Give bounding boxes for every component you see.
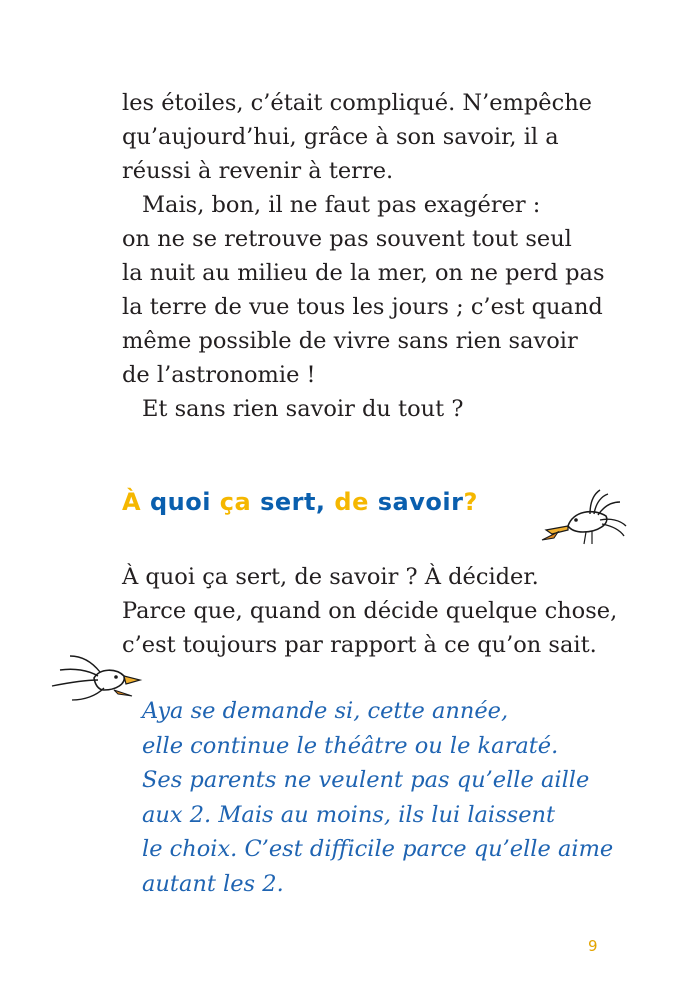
answer-paragraph xyxy=(122,560,618,662)
text-line: Parce que, quand on décide quelque chose, xyxy=(122,598,618,624)
intro-paragraphs xyxy=(122,86,605,426)
text-line: À quoi ça sert, de savoir ? À décider. xyxy=(122,564,539,590)
heading-word: quoi xyxy=(149,488,211,516)
heading-word: savoir xyxy=(377,488,464,516)
text-line: de l’astronomie ! xyxy=(122,362,316,388)
text-line: autant les 2. xyxy=(142,870,284,897)
heading-word: ? xyxy=(463,488,478,516)
text-line: la terre de vue tous les jours ; c’est quand xyxy=(122,294,603,320)
text-line: Ses parents ne veulent pas qu’elle aille xyxy=(142,767,590,793)
text-line: on ne se retrouve pas souvent tout seul xyxy=(122,226,572,252)
heading-word: sert, xyxy=(260,488,326,516)
text-line: elle continue le théâtre ou le karaté. xyxy=(142,732,559,759)
heading-word: À xyxy=(122,488,142,516)
text-line: les étoiles, c’était compliqué. N’empêche xyxy=(122,90,592,116)
text-line: le choix. C’est difficile parce qu’elle aime xyxy=(142,836,614,862)
text-line: même possible de vivre sans rien savoir xyxy=(122,328,578,354)
text-line: la nuit au milieu de la mer, on ne perd pas xyxy=(122,260,605,286)
example-paragraph xyxy=(142,694,613,901)
heading-word: ça xyxy=(219,488,252,516)
page-number: 9 xyxy=(588,937,598,955)
section-heading xyxy=(122,488,478,516)
bird-drawing-icon xyxy=(528,486,628,556)
text-line: Et sans rien savoir du tout ? xyxy=(142,396,464,422)
text-line: réussi à revenir à terre. xyxy=(122,158,394,184)
text-line: Mais, bon, il ne faut pas exagérer : xyxy=(142,192,541,218)
text-line: aux 2. Mais au moins, ils lui laissent xyxy=(142,801,556,828)
bird-drawing-icon xyxy=(44,648,144,710)
heading-word: de xyxy=(334,488,369,516)
text-line: Aya se demande si, cette année, xyxy=(142,698,509,724)
text-line: c’est toujours par rapport à ce qu’on sait. xyxy=(122,632,597,658)
text-line: qu’aujourd’hui, grâce à son savoir, il a xyxy=(122,124,559,150)
